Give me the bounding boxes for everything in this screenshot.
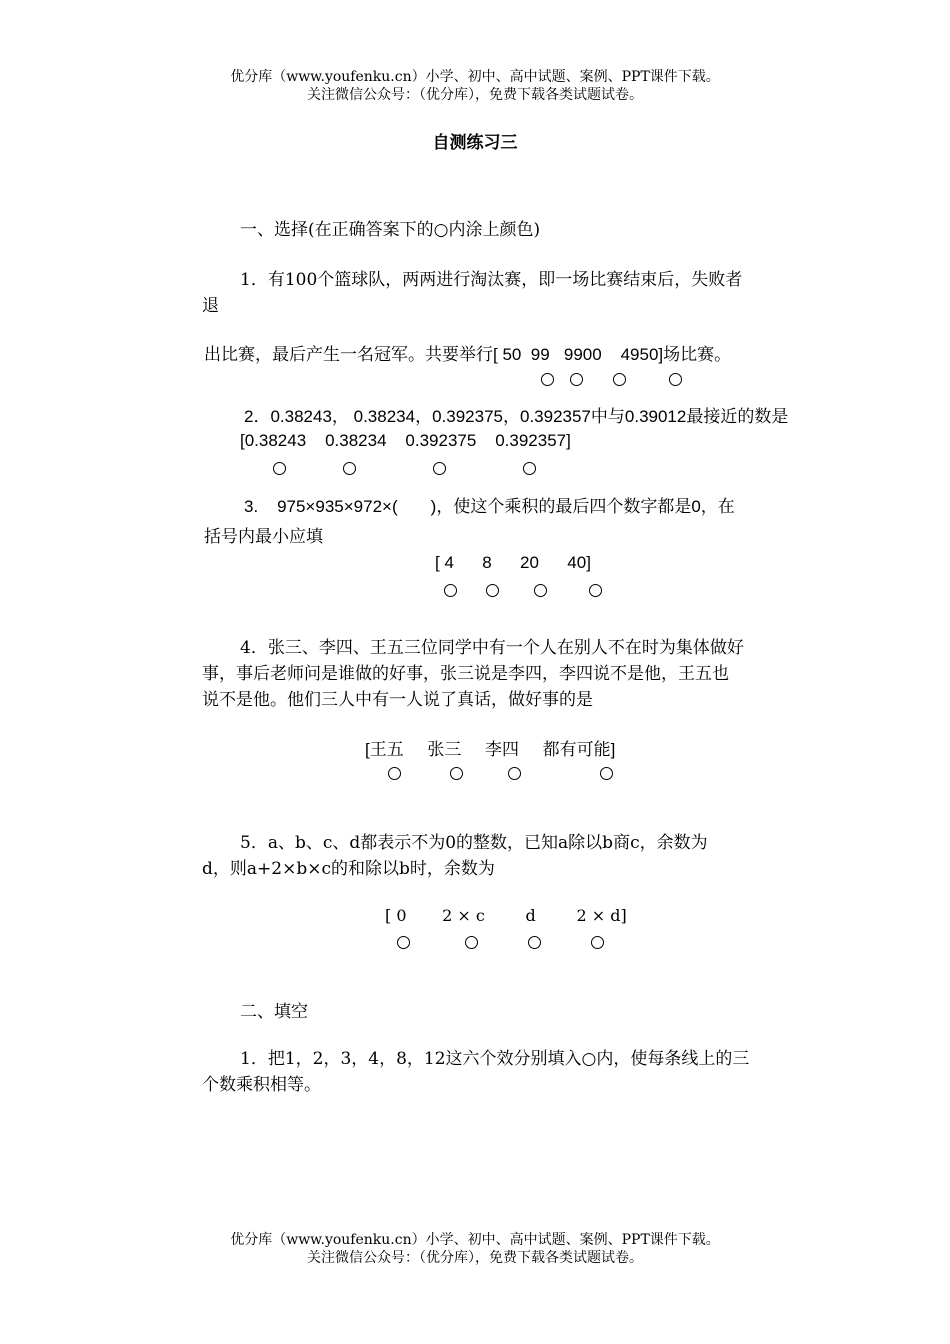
header-line-1: 优分库（www.youfenku.cn）小学、初中、高中试题、案例、PPT课件下载。 (230, 69, 720, 85)
q2-line1: 2．0.38243， 0.38234，0.392375，0.392357中与0.39012最接近的数是 (244, 407, 789, 426)
s2-q1-line2: 个数乘积相等。 (202, 1075, 321, 1095)
q3-line2: 括号内最小应填 (204, 527, 323, 546)
q2-option-circle-d[interactable] (523, 462, 536, 475)
section2-heading: 二、填空 (240, 1002, 308, 1022)
q3-line1: 3. 975×935×972×( )，使这个乘积的最后四个数字都是0，在 (244, 497, 735, 516)
q1-option-circle-c[interactable] (613, 373, 626, 386)
q3-option-circle-d[interactable] (589, 584, 602, 597)
q3-option-circle-b[interactable] (486, 584, 499, 597)
q1-line1: 1．有100个篮球队，两两进行淘汰赛，即一场比赛结束后，失败者 (240, 270, 743, 290)
q4-option-circle-d[interactable] (600, 767, 613, 780)
footer-line-1: 优分库（www.youfenku.cn）小学、初中、高中试题、案例、PPT课件下载。 (230, 1232, 720, 1248)
q2-options: [0.38243 0.38234 0.392375 0.392357] (240, 431, 571, 450)
q3-option-circle-a[interactable] (444, 584, 457, 597)
q1-line2: 退 (202, 296, 219, 316)
q5-option-circle-c[interactable] (528, 936, 541, 949)
q4-option-circle-b[interactable] (450, 767, 463, 780)
q2-option-circle-a[interactable] (273, 462, 286, 475)
q4-option-circle-a[interactable] (388, 767, 401, 780)
q4-line3: 说不是他。他们三人中有一人说了真话，做好事的是 (202, 690, 593, 710)
s2-q1-line1: 1．把1，2，3，4，8，12这六个效分别填入○内，使每条线上的三 (240, 1049, 750, 1069)
q5-line2: d，则a+2×b×c的和除以b时，余数为 (202, 859, 495, 879)
q1-option-circle-b[interactable] (570, 373, 583, 386)
q1-line3: 出比赛，最后产生一名冠军。共要举行[ 50 99 9900 4950]场比赛。 (204, 345, 732, 364)
q4-options: [王五 张三 李四 都有可能] (365, 740, 616, 759)
footer-line-2: 关注微信公众号：（优分库），免费下载各类试题试卷。 (307, 1250, 643, 1266)
q2-option-circle-b[interactable] (343, 462, 356, 475)
q5-option-circle-d[interactable] (591, 936, 604, 949)
q1-option-circle-a[interactable] (541, 373, 554, 386)
q1-option-circle-d[interactable] (669, 373, 682, 386)
q4-line2: 事，事后老师问是谁做的好事，张三说是李四，李四说不是他，王五也 (202, 664, 729, 684)
q4-line1: 4．张三、李四、王五三位同学中有一个人在别人不在时为集体做好 (240, 638, 744, 658)
q5-option-circle-a[interactable] (397, 936, 410, 949)
header-line-2: 关注微信公众号：（优分库），免费下载各类试题试卷。 (307, 87, 643, 103)
q5-line1: 5．a、b、c、d都表示不为0的整数，已知a除以b商c，余数为 (240, 833, 708, 853)
q5-option-circle-b[interactable] (465, 936, 478, 949)
section1-heading: 一、选择(在正确答案下的○内涂上颜色) (240, 220, 541, 240)
q5-options: [ 0 2 × c d 2 × d] (385, 906, 627, 925)
q2-option-circle-c[interactable] (433, 462, 446, 475)
q3-options: [ 4 8 20 40] (435, 553, 591, 572)
q4-option-circle-c[interactable] (508, 767, 521, 780)
q3-option-circle-c[interactable] (534, 584, 547, 597)
page-title: 自测练习三 (432, 133, 518, 153)
